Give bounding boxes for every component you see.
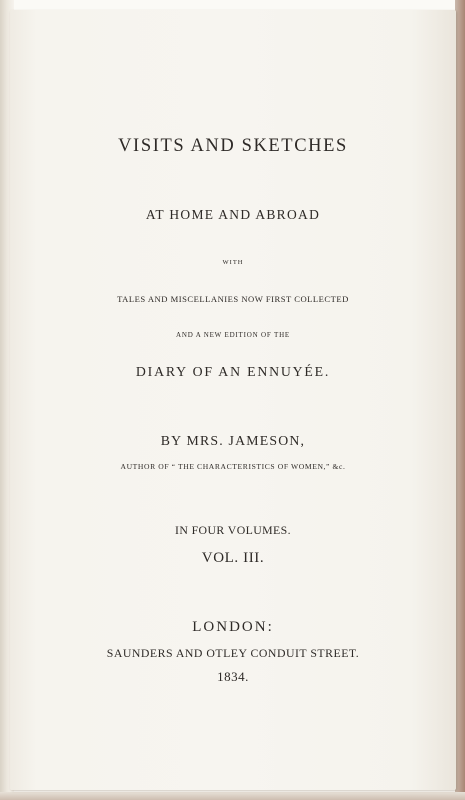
title-page	[10, 10, 456, 790]
author-credit: AUTHOR OF “ THE CHARACTERISTICS OF WOMEN,” &c.	[120, 462, 346, 471]
imprint-publisher: SAUNDERS AND OTLEY CONDUIT STREET.	[106, 646, 360, 660]
author-line: BY MRS. JAMESON,	[160, 433, 306, 448]
volume-number: VOL. III.	[201, 550, 265, 566]
book-subtitle: AT HOME AND ABROAD	[145, 207, 321, 222]
edition-text: AND A NEW EDITION OF THE	[175, 331, 291, 339]
volume-count: IN FOUR VOLUMES.	[175, 523, 291, 537]
book-title: VISITS AND SKETCHES	[118, 136, 348, 156]
cover-bottom-edge	[0, 792, 465, 800]
imprint-year: 1834.	[217, 669, 249, 684]
diary-title: DIARY OF AN ENNUYÉE.	[135, 364, 331, 379]
with-text: WITH	[222, 259, 244, 266]
imprint-place: LONDON:	[192, 619, 274, 635]
cover-edge	[455, 0, 465, 800]
tales-text: TALES AND MISCELLANIES NOW FIRST COLLECTED	[117, 294, 349, 304]
